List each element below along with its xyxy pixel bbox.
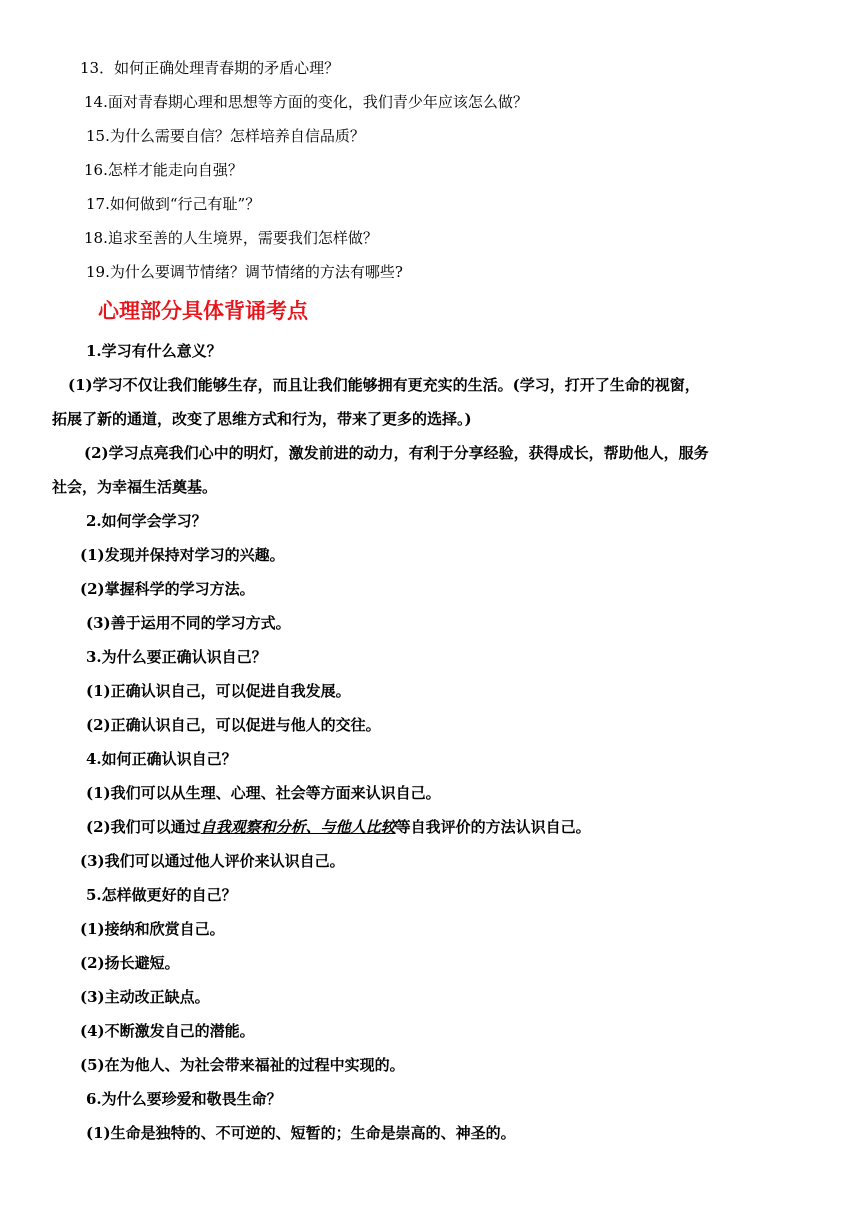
section-1-p2-line1: (2)学习点亮我们心中的明灯，激发前进的动力，有利于分享经验，获得成长，帮助他人，服务 [84,444,709,462]
section-6-title: 6.为什么要珍爱和敬畏生命？ [86,1090,282,1108]
question-18: 18.追求至善的人生境界，需要我们怎样做？ [84,229,378,247]
section-5-item-1: (1)接纳和欣赏自己。 [80,920,225,938]
section-4-item-2-suffix: 等自我评价的方法认识自己。 [395,818,591,836]
section-4-item-3: (3)我们可以通过他人评价来认识自己。 [80,852,345,870]
section-3-title: 3.为什么要正确认识自己？ [86,648,267,666]
section-2-item-3: (3)善于运用不同的学习方式。 [86,614,291,632]
question-13: 13．如何正确处理青春期的矛盾心理？ [80,59,340,77]
section-3-item-2: (2)正确认识自己，可以促进与他人的交往。 [86,716,381,734]
section-1-title: 1.学习有什么意义？ [86,342,222,360]
section-2-item-2: (2)掌握科学的学习方法。 [80,580,255,598]
section-6-item-1: (1)生命是独特的、不可逆的、短暂的；生命是崇高的、神圣的。 [86,1124,516,1142]
section-5-item-3: (3)主动改正缺点。 [80,988,210,1006]
section-4-title: 4.如何正确认识自己？ [86,750,237,768]
section-5-item-2: (2)扬长避短。 [80,954,180,972]
question-17: 17.如何做到“行己有耻”？ [86,195,261,213]
section-1-p1-line2: 拓展了新的通道，改变了思维方式和行为，带来了更多的选择。) [52,410,472,428]
section-3-item-1: (1)正确认识自己，可以促进自我发展。 [86,682,351,700]
section-1-p1-line1: (1)学习不仅让我们能够生存，而且让我们能够拥有更充实的生活。(学习，打开了生命的视窗， [68,376,700,394]
section-5-item-4: (4)不断激发自己的潜能。 [80,1022,255,1040]
section-5-title: 5.怎样做更好的自己？ [86,886,237,904]
question-14: 14.面对青春期心理和思想等方面的变化，我们青少年应该怎么做？ [84,93,528,111]
section-4-item-2-emphasis: 自我观察和分析、与他人比较 [200,818,396,836]
question-15: 15.为什么需要自信？怎样培养自信品质？ [86,127,365,145]
section-2-item-1: (1)发现并保持对学习的兴趣。 [80,546,285,564]
section-4-item-2 [86,817,591,837]
question-19: 19.为什么要调节情绪？调节情绪的方法有哪些? [86,263,403,281]
section-5-item-5: (5)在为他人、为社会带来福祉的过程中实现的。 [80,1056,405,1074]
section-title: 心理部分具体背诵考点 [98,298,308,323]
section-4-item-1: (1)我们可以从生理、心理、社会等方面来认识自己。 [86,784,441,802]
question-16: 16.怎样才能走向自强？ [84,161,243,179]
section-2-title: 2.如何学会学习？ [86,512,207,530]
section-1-p2-line2: 社会，为幸福生活奠基。 [52,478,218,496]
section-4-item-2-prefix: (2)我们可以通过 [86,818,201,836]
